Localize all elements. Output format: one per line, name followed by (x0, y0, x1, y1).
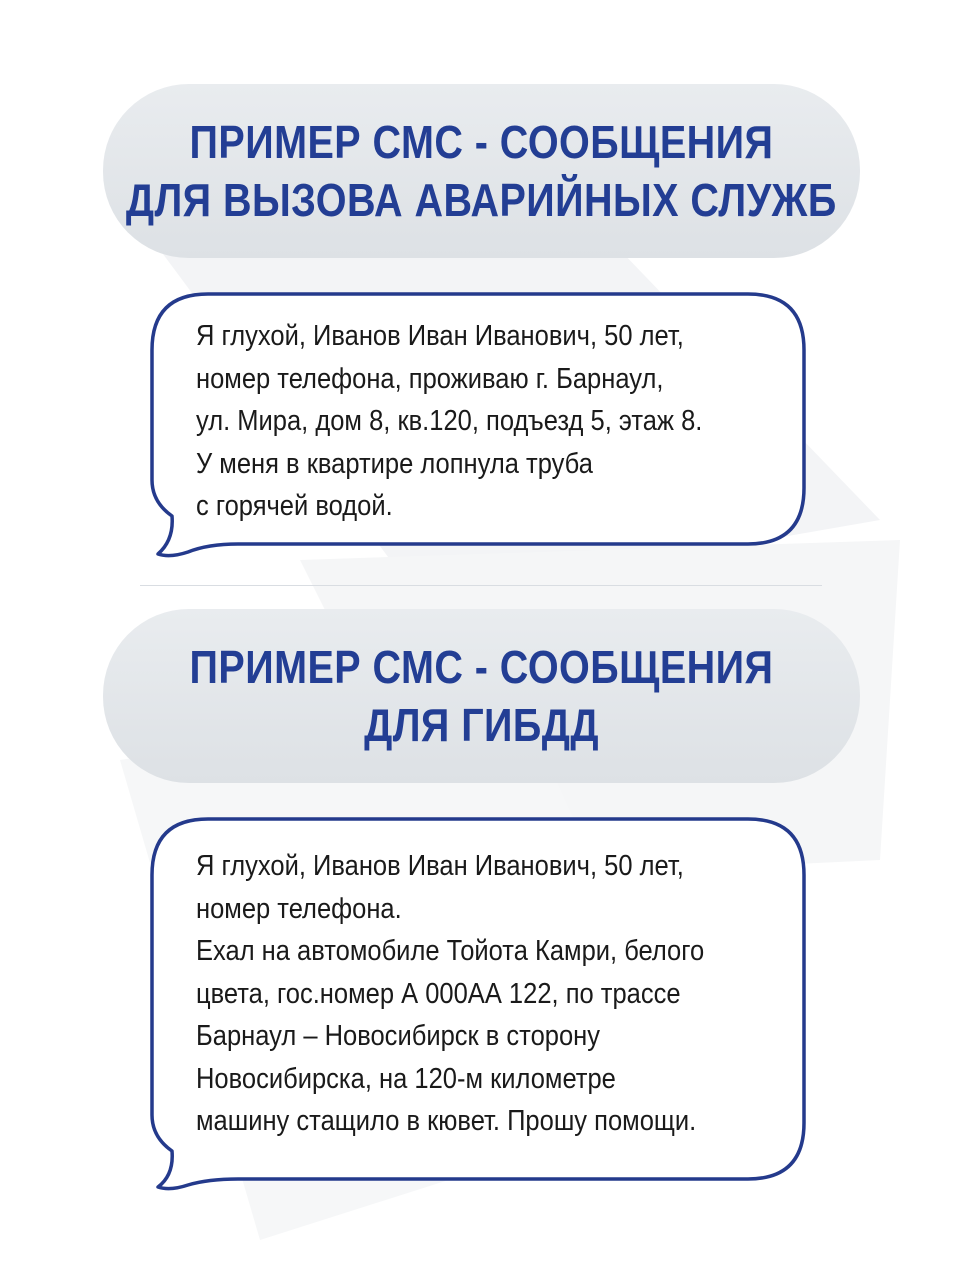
message-line: номер телефона, проживаю г. Барнаул, (196, 362, 664, 395)
message-text (196, 845, 704, 1143)
header-title-line-1: ПРИМЕР СМС - СООБЩЕНИЯ (189, 116, 774, 168)
message-line: Новосибирска, на 120-м километре (196, 1062, 616, 1095)
message-line: номер телефона. (196, 892, 402, 925)
message-line: цвета, гос.номер А 000АА 122, по трассе (196, 977, 681, 1010)
message-line: машину стащило в кювет. Прошу помощи. (196, 1105, 697, 1137)
section-divider (140, 585, 822, 586)
message-line: Ехал на автомобиле Тойота Камри, белого (196, 935, 705, 967)
header-title-line-2: ДЛЯ ВЫЗОВА АВАРИЙНЫХ СЛУЖБ (126, 174, 837, 226)
message-line: Барнаул – Новосибирск в сторону (196, 1020, 601, 1052)
sms-message-bubble-traffic-police (148, 815, 808, 1195)
header-title-line-1: ПРИМЕР СМС - СООБЩЕНИЯ (189, 641, 774, 693)
message-line: с горячей водой. (196, 490, 393, 522)
header-emergency-services (103, 84, 860, 258)
message-line: ул. Мира, дом 8, кв.120, подъезд 5, этаж 8. (196, 405, 703, 437)
header-title-line-2: ДЛЯ ГИБДД (364, 699, 599, 751)
message-text (196, 315, 702, 528)
message-line: У меня в квартире лопнула труба (196, 447, 593, 480)
message-line: Я глухой, Иванов Иван Иванович, 50 лет, (196, 320, 684, 352)
sms-message-bubble-emergency (148, 290, 808, 560)
header-traffic-police (103, 609, 860, 783)
message-line: Я глухой, Иванов Иван Иванович, 50 лет, (196, 850, 684, 882)
